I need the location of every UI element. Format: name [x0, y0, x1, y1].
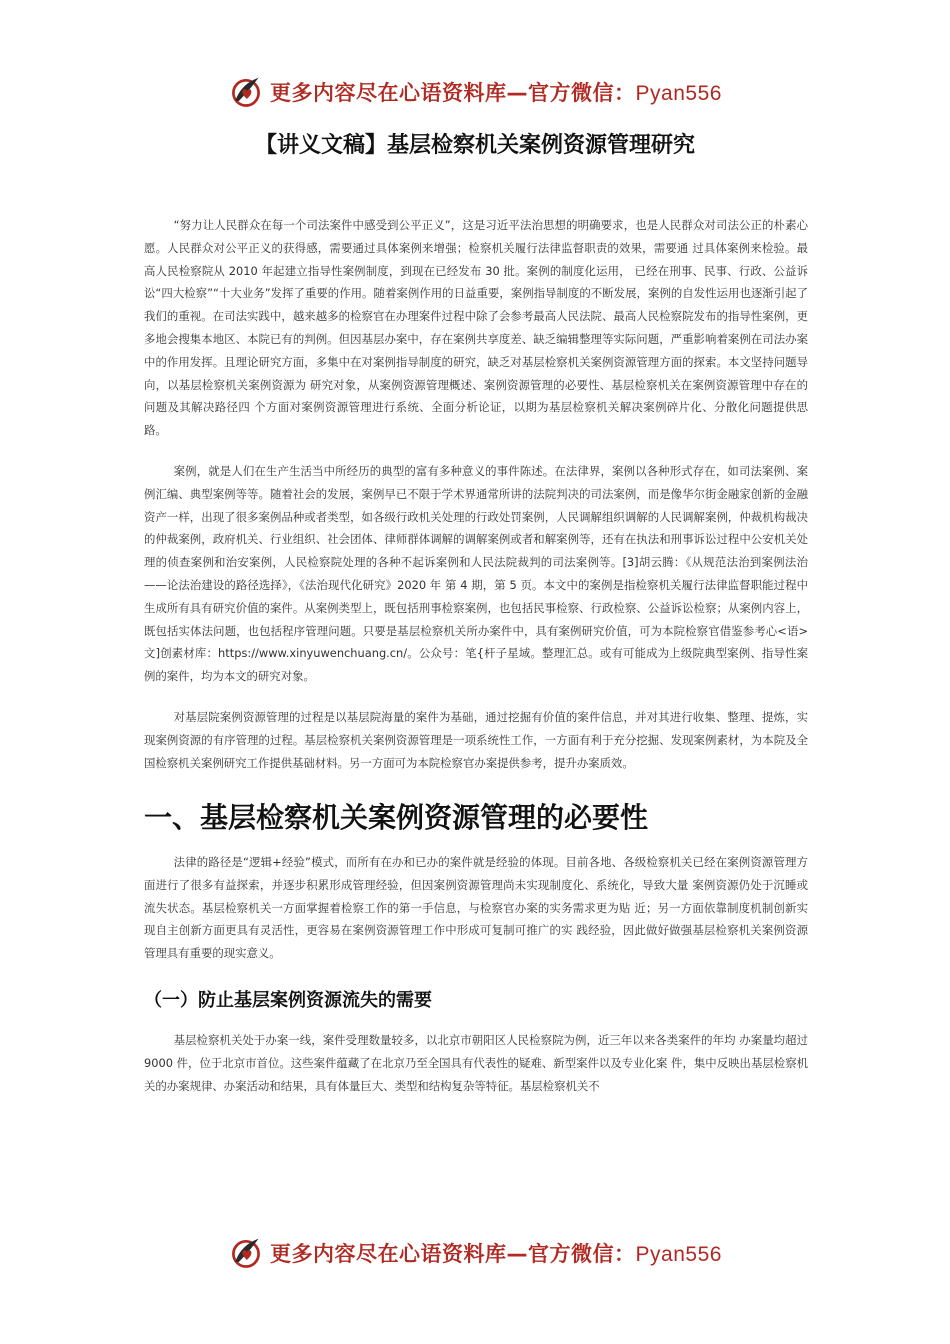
wechat-id: Pyan556	[635, 1243, 722, 1266]
brush-heart-logo-icon	[228, 74, 264, 110]
section-1-body	[144, 851, 808, 983]
section-1-paragraph: 法律的路径是“逻辑+经验”模式，而所有在办和已办的案件就是经验的体现。目前各地、各级检察机关已经在案例资源管理方面进行了很多有益探索，并逐步积累形成管理经验，但因案例资源管理尚未实现制度化、系统化，导致大量 案例资源仍处于沉睡或流失状态。基层检察机关一方面掌握着检察工作的第一手信息，与检察官办案的实务需求更为贴 近；另一方面依靠制度机制创新实现自主创新方面更具有灵活性，更容易在案例资源管理工作中形成可复制可推广的实 践经验，因此做好做强基层检察机关案例资源管理具有重要的现实意义。	[144, 855, 808, 961]
document-title: 【讲义文稿】基层检察机关案例资源管理研究	[254, 133, 695, 158]
section-1-heading: 一、基层检察机关案例资源管理的必要性	[144, 801, 649, 834]
subsection-1-body	[144, 1029, 808, 1115]
header-banner	[0, 72, 950, 112]
footer-banner	[0, 1233, 950, 1273]
intro-paragraph-2: 案例，就是人们在生产生活当中所经历的典型的富有多种意义的事件陈述。在法律界，案例以各种形式存在，如司法案例、案例汇编、典型案例等等。随着社会的发展，案例早已不限于学术界通常所讲的法院判决的司法案例，而是像华尔街金融家创新的金融资产一样，出现了很多案例品种或者类型，如各级行政机关处理的行政处罚案例，人民调解组织调解的人民调解案例，仲裁机构裁决的仲裁案例，政府机关、行业组织、社会团体、律师群体调解的调解案例或者和解案例等，还有在执法和刑事诉讼过程中公安机关处理的侦查案例和治安案例，人民检察院处理的各种不起诉案例和人民法院裁判的司法案例等。[3]胡云腾：《从规范法治到案例法治——论法治建设的路径选择》，《法治现代化研究》2020 年 第 4 期，第 5 页。本文中的案例是指检察机关履行法律监督职能过程中生成所有具有研究价值的案件。从案例类型上，既包括刑事检察案例，也包括民事检察、行政检察、公益诉讼检察；从案例内容上，既包括实体法问题，也包括程序管理问题。只要是基层检察机关所办案件中，具有案例研究价值，可为本院检察官借鉴参考心<语>文]创素材库：https://www.xinyuwenchuang.cn/。公众号：笔{杆子星域。整理汇总。或有可能成为上级院典型案例、指导性案例的案件，均为本文的研究对象。	[144, 463, 808, 684]
intro-section	[144, 214, 808, 792]
intro-paragraph-1: “努力让人民群众在每一个司法案件中感受到公平正义”，这是习近平法治思想的明确要求，也是人民群众对司法公正的朴素心愿。人民群众对公平正义的获得感，需要通过具体案例来增强；检察机关履行法律监督职责的效果，需要通 过具体案例来检验。最高人民检察院从 2010 年起建立指导性案例制度，到现在已经发布 30 批。案例的制度化运用， 已经在刑事、民事、行政、公益诉讼“四大检察”“十大业务”发挥了重要的作用。随着案例作用的日益重要，案例指导制度的不断发展，案例的自发性运用也逐渐引起了我们的重视。在司法实践中，越来越多的检察官在办理案件过程中除了会参考最高人民法院、最高人民检察院发布的指导性案例，更多地会搜集本地区、本院已有的判例。但因基层办案中，存在案例共享度差、缺乏编辑整理等实际问题，严重影响着案例在司法办案中的作用发挥。且理论研究方面，多集中在对案例指导制度的研究，缺乏对基层检察机关案例资源管理方面的探索。本文坚持问题导向，以基层检察机关案例资源为 研究对象，从案例资源管理概述、案例资源管理的必要性、基层检察机关在案例资源管理中存在的问题及其解决路径四 个方面对案例资源管理进行系统、全面分析论证，以期为基层检察机关解决案例碎片化、分散化问题提供思路。	[144, 218, 808, 438]
brush-heart-logo-icon	[228, 1235, 264, 1271]
banner-text: 更多内容尽在心语资料库—官方微信：Pyan556	[270, 1242, 722, 1266]
wechat-id: Pyan556	[635, 82, 722, 105]
banner-text: 更多内容尽在心语资料库—官方微信：Pyan556	[270, 81, 722, 105]
intro-paragraph-3: 对基层院案例资源管理的过程是以基层院海量的案件为基础，通过挖掘有价值的案件信息，并对其进行收集、整理、提炼，实现案例资源的有序管理的过程。基层检察机关案例资源管理是一项系统性工作，一方面有利于充分挖掘、发现案例素材，为本院及全国检察机关案例研究工作提供基础材料。另一方面可为本院检察官办案提供参考，提升办案质效。	[144, 709, 808, 770]
subsection-1-heading: （一）防止基层案例资源流失的需要	[144, 990, 432, 1011]
subsection-1-paragraph: 基层检察机关处于办案一线，案件受理数量较多，以北京市朝阳区人民检察院为例，近三年以来各类案件的年均 办案量均超过 9000 件，位于北京市首位。这些案件蕴藏了在北京乃至全国具有代表性的疑难、新型案件以及专业化案 件，集中反映出基层检察机关的办案规律、办案活动和结果，具有体量巨大、类型和结构复杂等特征。基层检察机关不	[144, 1033, 808, 1093]
